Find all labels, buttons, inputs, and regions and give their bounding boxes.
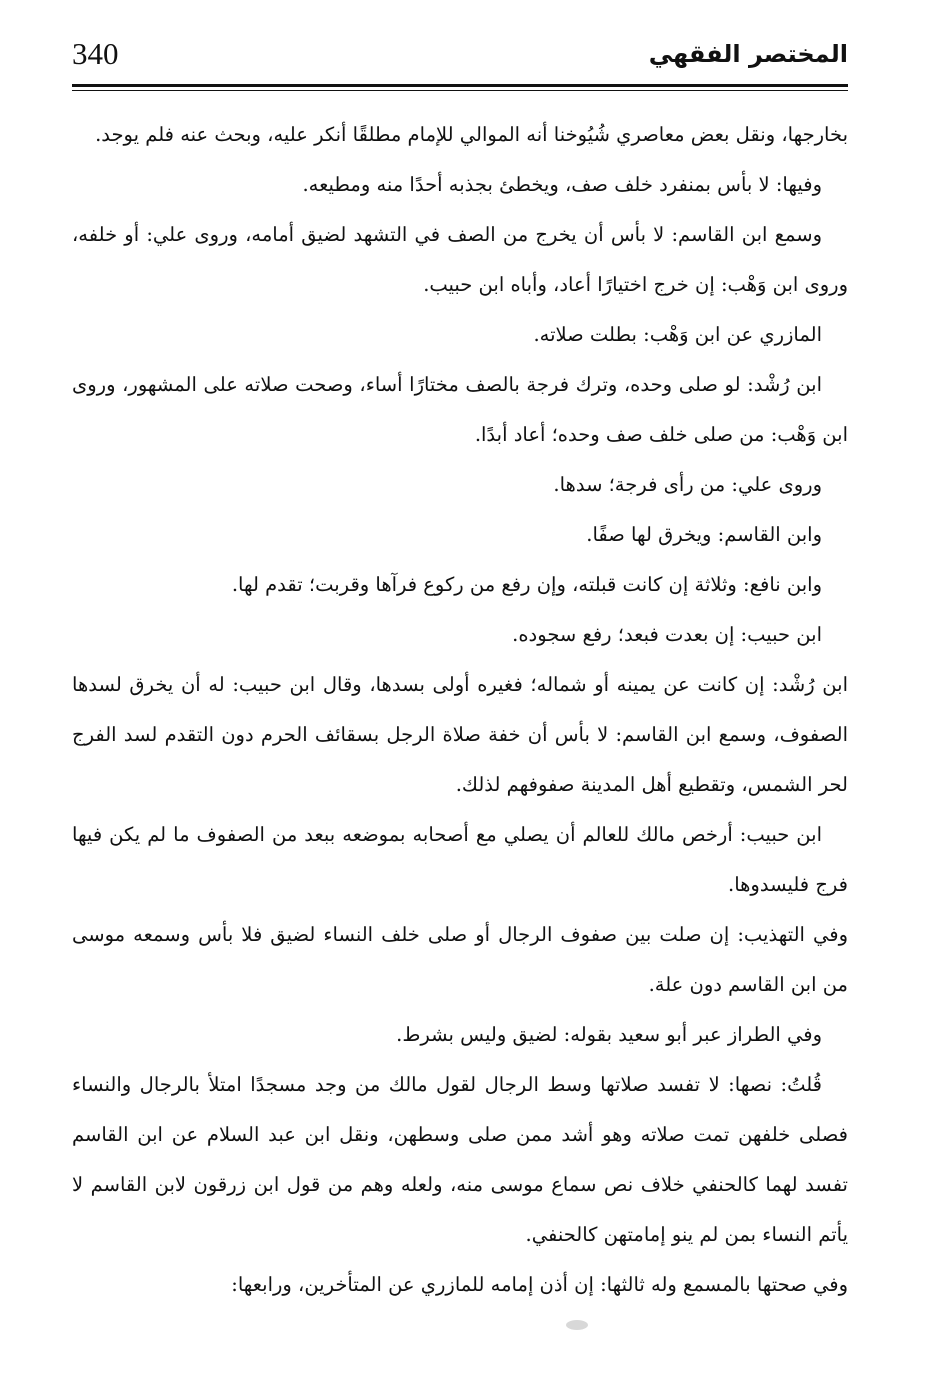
paragraph: بخارجها، ونقل بعض معاصري شُيُوخنا أنه الموالي للإمام مطلقًا أنكر عليه، وبحث عنه فلم يوجد. — [95, 123, 848, 146]
header-rule-thin — [72, 90, 848, 91]
paragraph: ابن رُشْد: لو صلى وحده، وترك فرجة بالصف مختارًا أساء، وصحت صلاته على المشهور، وروى ابن وَهْب: من صلى خلف صف وحده؛ أعاد أبدًا. — [72, 373, 848, 446]
header-rule-thick — [72, 84, 848, 87]
paragraph: ابن حبيب: إن بعدت فبعد؛ رفع سجوده. — [512, 623, 822, 646]
paragraph: وسمع ابن القاسم: لا بأس أن يخرج من الصف في التشهد لضيق أمامه، وروى علي: أو خلفه، وروى ابن وَهْب: إن خرج اختيارًا أعاد، وأباه ابن حبيب. — [72, 223, 848, 296]
paragraph: وروى علي: من رأى فرجة؛ سدها. — [553, 473, 822, 496]
running-title: المختصر الفقهي — [648, 40, 848, 68]
paragraph: قُلتُ: نصها: لا تفسد صلاتها وسط الرجال لقول مالك من وجد مسجدًا امتلأ بالرجال والنساء فصلى خلفهن تمت صلاته وهو أشد ممن صلى وسطهن، ونقل ابن عبد السلام عن ابن القاسم تفسد لهما كالحنفي خلاف نص سماع موسى منه، ولعله وهم من قول ابن زرقون لابن القاسم لا يأتم النساء بمن لم ينو إمامتهن كالحنفي. — [72, 1073, 848, 1246]
page-header — [72, 30, 848, 82]
paragraph: وفي صحتها بالمسمع وله ثالثها: إن أذن إمامه للمازري عن المتأخرين، ورابعها: — [231, 1273, 848, 1296]
paragraph: ابن رُشْد: إن كانت عن يمينه أو شماله؛ فغيره أولى بسدها، وقال ابن حبيب: له أن يخرق لسدها الصفوف، وسمع ابن القاسم: لا بأس أن خفة صلاة الرجل بسقائف الحرم دون التقدم لسد الفرج لحر الشمس، وتقطيع أهل المدينة صفوفهم لذلك. — [72, 673, 848, 796]
paragraph: وفيها: لا بأس بمنفرد خلف صف، ويخطئ بجذبه أحدًا منه ومطيعه. — [302, 173, 822, 196]
page-smudge — [566, 1320, 588, 1330]
paragraph: ابن حبيب: أرخص مالك للعالم أن يصلي مع أصحابه بموضعه ببعد من الصفوف ما لم يكن فيها فرج فليسدوها. — [72, 823, 848, 896]
paragraph: وفي التهذيب: إن صلت بين صفوف الرجال أو صلى خلف النساء لضيق فلا بأس وسمعه موسى من ابن القاسم دون علة. — [72, 923, 848, 996]
page-number: 340 — [72, 36, 119, 71]
paragraph: وابن نافع: وثلاثة إن كانت قبلته، وإن رفع من ركوع فرآها وقربت؛ تقدم لها. — [231, 573, 822, 596]
body-text — [72, 110, 848, 1310]
paragraph: وابن القاسم: ويخرق لها صفًا. — [586, 523, 822, 546]
paragraph: المازري عن ابن وَهْب: بطلت صلاته. — [533, 323, 822, 346]
paragraph: وفي الطراز عبر أبو سعيد بقوله: لضيق وليس بشرط. — [396, 1023, 822, 1046]
